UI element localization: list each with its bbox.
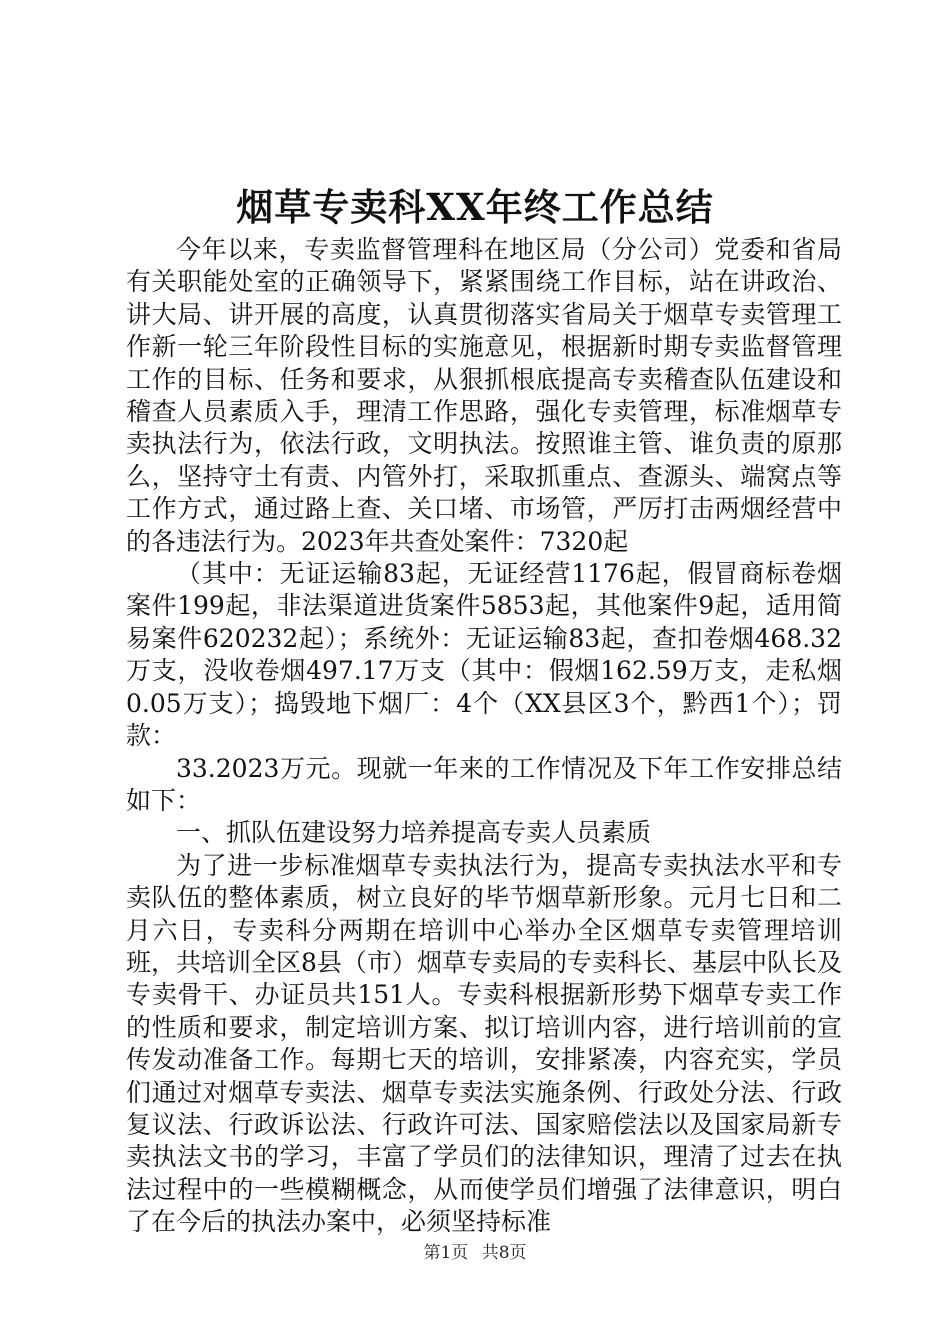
section-heading-1: 一、抓队伍建设努力培养提高专卖人员素质 bbox=[176, 818, 652, 848]
page-total: 共8页 bbox=[481, 1243, 527, 1263]
document-title: 烟草专卖科XX年终工作总结 bbox=[236, 185, 714, 229]
paragraph-training: 为了进一步标准烟草专卖执法行为，提高专卖执法水平和专卖队伍的整体素质，树立良好的毕节烟草新形象。元月七日和二月六日，专卖科分两期在培训中心举办全区烟草专卖管理培训班，共培训全区8县（市）烟草专卖局的专卖科长、基层中队长及专卖骨干、办证员共151人。专卖科根据新形势下烟草专卖工作的性质和要求，制定培训方案、拟订培训内容，进行培训前的宣传发动准备工作。每期七天的培训，安排紧凑，内容充实，学员们通过对烟草专卖法、烟草专卖法实施条例、行政处分法、行政复议法、行政诉讼法、行政许可法、国家赔偿法以及国家局新专卖执法文书的学习，丰富了学员们的法律知识，理清了过去在执法过程中的一些模糊概念，从而使学员们增强了法律意识，明白了在今后的执法办案中，必须坚持标准 bbox=[126, 850, 842, 1237]
page-number: 第1页 bbox=[423, 1243, 469, 1263]
paragraph-case-details: （其中：无证运输83起，无证经营1176起，假冒商标卷烟案件199起，非法渠道进货案件5853起，其他案件9起，适用简易案件620232起）；系统外：无证运输83起，查扣卷烟468.32万支，没收卷烟497.17万支（其中：假烟162.59万支，走私烟0.05万支）；捣毁地下烟厂：4个（XX县区3个，黔西1个）；罚款： bbox=[126, 559, 842, 751]
paragraph-fines: 33.2023万元。现就一年来的工作情况及下年工作安排总结如下： bbox=[126, 753, 842, 815]
page-footer bbox=[0, 1241, 950, 1265]
paragraph-intro: 今年以来，专卖监督管理科在地区局（分公司）党委和省局有关职能处室的正确领导下，紧紧围绕工作目标，站在讲政治、讲大局、讲开展的高度，认真贯彻落实省局关于烟草专卖管理工作新一轮三年阶段性目标的实施意见，根据新时期专卖监督管理工作的目标、任务和要求，从狠抓根底提高专卖稽查队伍建设和稽查人员素质入手，理清工作思路，强化专卖管理，标准烟草专卖执法行为，依法行政，文明执法。按照谁主管、谁负责的原那么，坚持守土有责、内管外打，采取抓重点、查源头、端窝点等工作方式，通过路上查、关口堵、市场管，严厉打击两烟经营中的各违法行为。2023年共查处案件：7320起 bbox=[126, 235, 842, 556]
document-body bbox=[126, 234, 842, 1239]
